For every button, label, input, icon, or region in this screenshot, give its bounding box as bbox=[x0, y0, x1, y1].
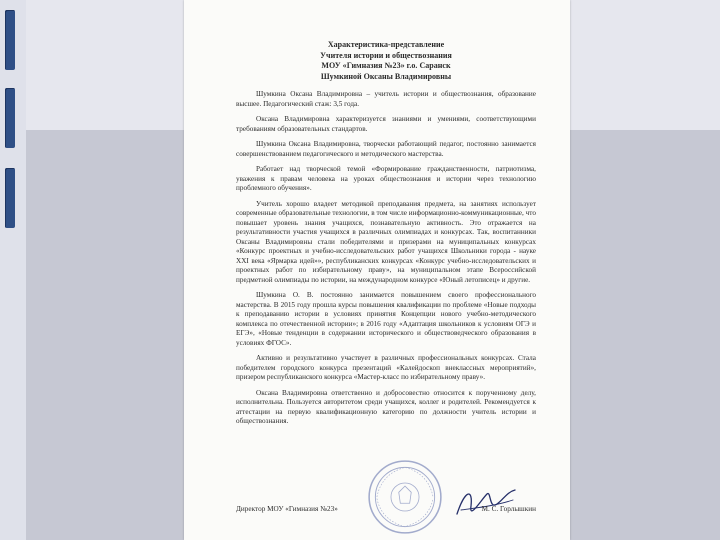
slide-decoration-bar-1 bbox=[5, 10, 15, 70]
title-line: МОУ «Гимназия №23» г.о. Саранск bbox=[321, 61, 451, 70]
paragraph: Шумкина О. В. постоянно занимается повышением своего профессионального мастерства. В 2015 году прошла курсы повышения квалификации по проблеме «Новые подходы к преподаванию истории в условиях принятия Концепции нового учебно-методического комплекса по отечественной истории»; в 2016 году «Адаптация школьников к условиям ОГЭ и ЕГЭ», «Новые тенденции в содержании исторического и обществоведческого образования в условиях ФГОС». bbox=[236, 291, 536, 347]
paragraph: Шумкина Оксана Владимировна, творчески работающий педагог, постоянно занимается совершенствованием педагогического и методического мастерства. bbox=[236, 140, 536, 158]
title-line: Характеристика-представление bbox=[327, 40, 445, 49]
scanned-document-page bbox=[184, 0, 570, 540]
paragraph: Оксана Владимировна ответственно и добросовестно относится к порученному делу, исполнительна. Пользуется авторитетом среди учащихся, коллег и родителей. Рекомендуется к аттестации на первую квалификационную категорию по должности учитель истории и обществознания. bbox=[236, 388, 536, 425]
slide-decoration-bar-2 bbox=[5, 88, 15, 148]
title-line: Шумкиной Оксаны Владимировны bbox=[320, 71, 452, 81]
paragraph: Учитель хорошо владеет методикой преподавания предмета, на занятиях использует современные образовательные технологии, в том числе информационно-коммуникационные, что повышает уровень знания учащихся, познавательную активность. Это отражается на результативности участия учащихся в различных олимпиадах и конкурсах. Так, воспитанники Оксаны Владимировны стали победителями и призерами на муниципальных конкурсах «Конкурс проектных и учебно-исследовательских работ учащихся Школьники города - науке XXI века «Ярмарка идей»», республиканских конкурсах «Конкурс учебно-исследовательских и проектных работ по избирательному праву», на муниципальном этапе Всероссийской предметной олимпиады по истории, на международном конкурсе «Юный летописец» и другие. bbox=[236, 199, 536, 284]
document-body bbox=[236, 40, 536, 513]
paragraph: Активно и результативно участвует в различных профессиональных конкурсах. Стала победителем городского конкурса презентаций «Калейдоскоп внеклассных мероприятий», призером республиканского конкурса «Мастер-класс по избирательному праву». bbox=[236, 354, 536, 381]
handwritten-signature-icon bbox=[451, 480, 521, 525]
slide-decoration-bar-3 bbox=[5, 168, 15, 228]
paragraph: Шумкина Оксана Владимировна – учитель истории и обществознания, образование высшее. Педагогический стаж: 3,5 года. bbox=[236, 90, 536, 108]
paragraph: Работает над творческой темой «Формирование гражданственности, патриотизма, уважения к правам человека на уроках обществознания и истории через технологию проблемного обучения». bbox=[236, 165, 536, 192]
official-stamp-icon bbox=[366, 458, 444, 536]
signature-position: Директор МОУ «Гимназия №23» bbox=[236, 505, 338, 513]
paragraph: Оксана Владимировна характеризуется знаниями и умениями, соответствующими требованиям образовательных стандартов. bbox=[236, 115, 536, 133]
title-line: Учителя истории и обществознания bbox=[320, 50, 452, 60]
signature-name: М. С. Горлышкин bbox=[481, 505, 536, 513]
document-title bbox=[236, 40, 536, 82]
